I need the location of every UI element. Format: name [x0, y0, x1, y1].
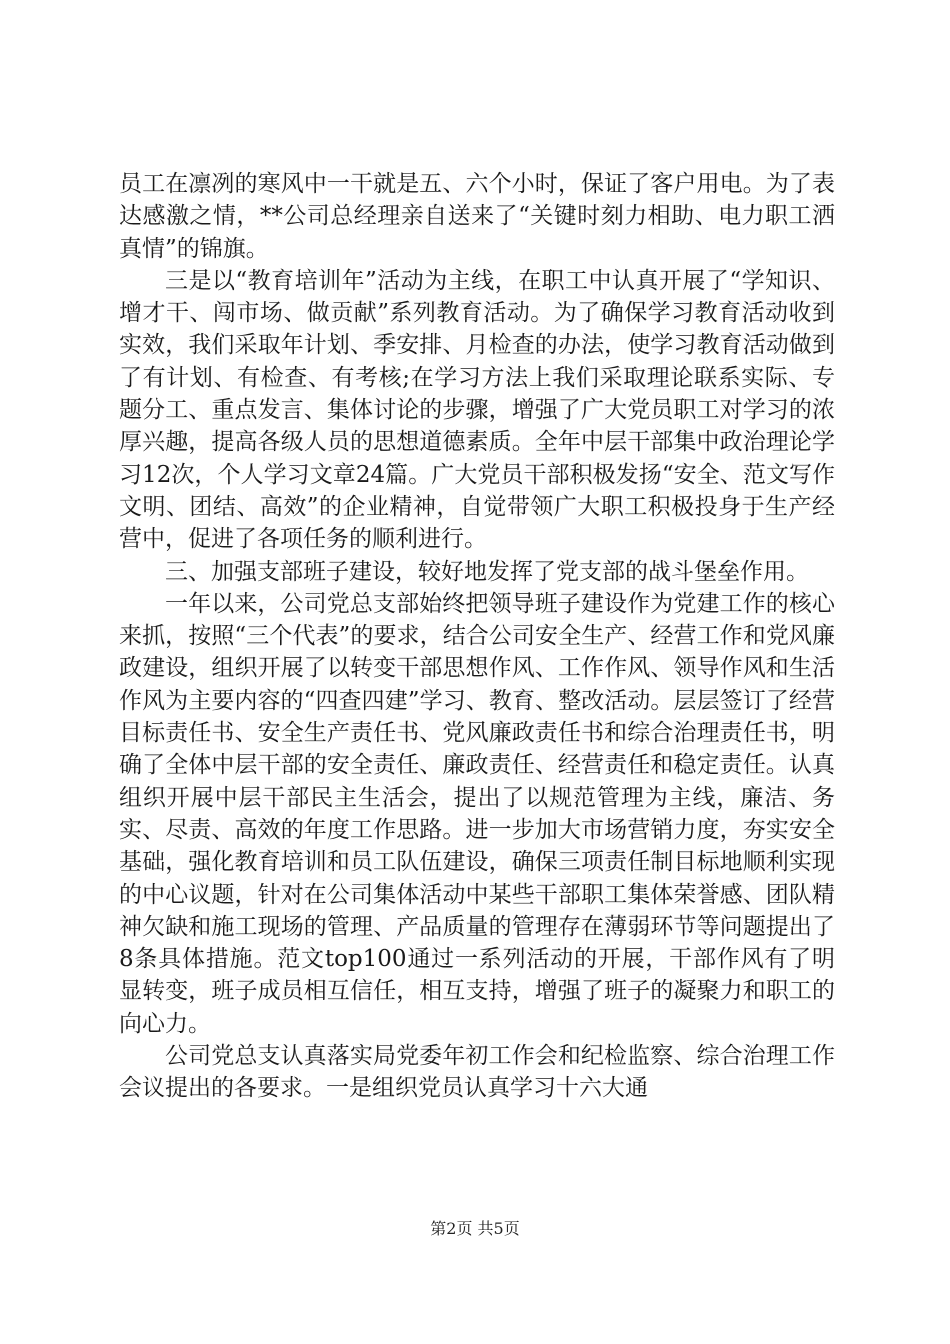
paragraph-4: 一年以来，公司党总支部始终把领导班子建设作为党建工作的核心来抓，按照“三个代表”的要求，结合公司安全生产、经营工作和党风廉政建设，组织开展了以转变干部思想作风、工作作风、领导作风和生活作风为主要内容的“四查四建”学习、教育、整改活动。层层签订了经营目标责任书、安全生产责任书、党风廉政责任书和综合治理责任书，明确了全体中层干部的安全责任、廉政责任、经营责任和稳定责任。认真组织开展中层干部民主生活会，提出了以规范管理为主线，廉洁、务实、尽责、高效的年度工作思路。进一步加大市场营销力度，夯实安全基础，强化教育培训和员工队伍建设，确保三项责任制目标地顺利实现的中心议题，针对在公司集体活动中某些干部职工集体荣誉感、团队精神欠缺和施工现场的管理、产品质量的管理存在薄弱环节等问题提出了8条具体措施。范文top100通过一系列活动的开展，干部作风有了明显转变，班子成员相互信任，相互支持，增强了班子的凝聚力和职工的向心力。 — [119, 590, 835, 1037]
paragraph-1: 员工在凛冽的寒风中一干就是五、六个小时，保证了客户用电。为了表达感激之情，**公司总经理亲自送来了“关键时刻力相助、电力职工洒真情”的锦旗。 — [119, 171, 835, 262]
page-number-footer: 第2页 共5页 — [430, 1219, 520, 1238]
paragraph-2: 三是以“教育培训年”活动为主线，在职工中认真开展了“学知识、增才干、闯市场、做贡献”系列教育活动。为了确保学习教育活动收到实效，我们采取年计划、季安排、月检查的办法，使学习教育活动做到了有计划、有检查、有考核;在学习方法上我们采取理论联系实际、专题分工、重点发言、集体讨论的步骤，增强了广大党员职工对学习的浓厚兴趣，提高各级人员的思想道德素质。全年中层干部集中政治理论学习12次，个人学习文章24篇。广大党员干部积极发扬“安全、范文写作文明、团结、高效”的企业精神，自觉带领广大职工积极投身于生产经营中，促进了各项任务的顺利进行。 — [119, 267, 835, 553]
paragraph-5: 公司党总支认真落实局党委年初工作会和纪检监察、综合治理工作会议提出的各要求。一是组织党员认真学习十六大通 — [119, 1043, 835, 1102]
document-body — [119, 168, 835, 1105]
section-heading-paragraph: 三、加强支部班子建设，较好地发挥了党支部的战斗堡垒作用。 — [165, 558, 809, 585]
